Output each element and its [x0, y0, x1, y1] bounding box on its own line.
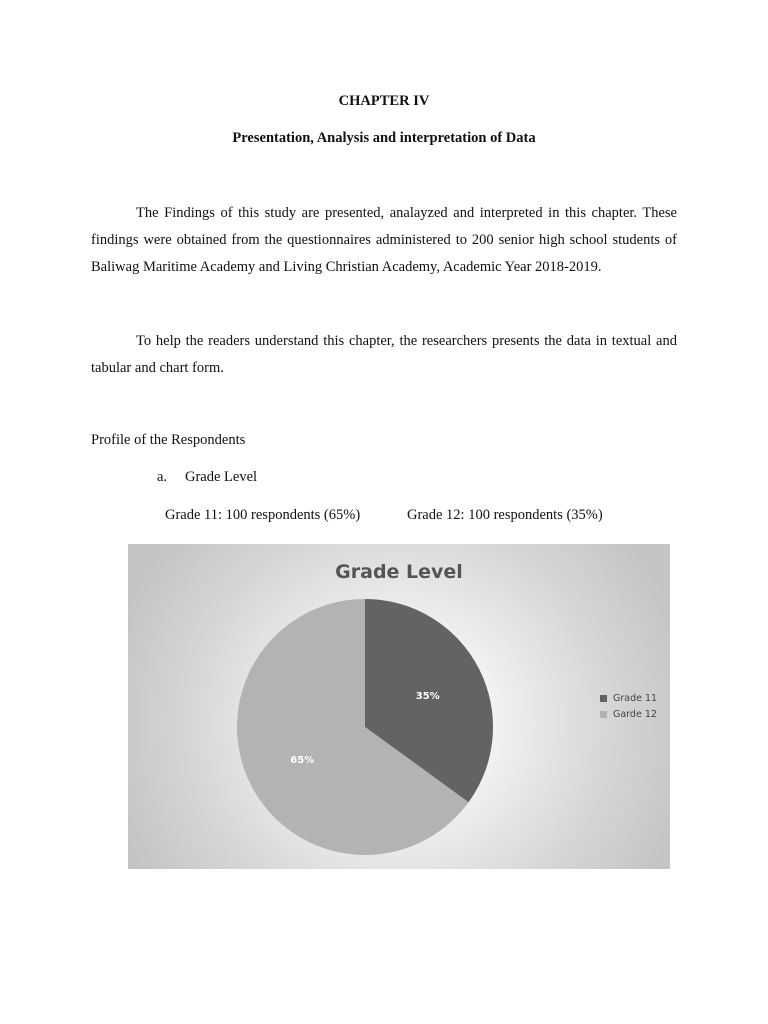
- legend-swatch: [600, 711, 607, 718]
- chart-title: Grade Level: [335, 561, 463, 583]
- chapter-subtitle: Presentation, Analysis and interpretation of Data: [232, 130, 536, 146]
- method-paragraph: To help the readers understand this chapter, the researchers presents the data in textual and tabular and chart form.: [91, 333, 677, 376]
- section-heading: Profile of the Respondents: [91, 432, 246, 448]
- legend-label: Garde 12: [613, 708, 657, 720]
- list-marker: a.: [157, 469, 168, 485]
- grade11-stat: Grade 11: 100 respondents (65%): [165, 507, 361, 523]
- legend-label: Grade 11: [613, 692, 658, 704]
- legend-swatch: [600, 695, 607, 702]
- legend-item-grade-11: [600, 690, 657, 706]
- intro-paragraph: The Findings of this study are presented, analayzed and interpreted in this chapter. These findings were obtained from the questionnaires administered to 200 senior high school students of Baliwag Maritime Academy and Living Christian Academy, Academic Year 2018-2019.: [91, 205, 677, 275]
- grade12-stat: Grade 12: 100 respondents (35%): [407, 507, 603, 523]
- pie-chart-svg: [128, 544, 670, 869]
- list-item: [157, 469, 257, 486]
- legend-item-garde-12: [600, 706, 657, 722]
- slice-label-grade-11: 35%: [415, 691, 440, 703]
- pie-chart: [128, 544, 670, 869]
- chart-legend: [600, 690, 657, 722]
- chapter-title: CHAPTER IV: [338, 93, 430, 109]
- list-item-label: Grade Level: [185, 469, 258, 485]
- slice-label-garde-12: 65%: [290, 754, 315, 766]
